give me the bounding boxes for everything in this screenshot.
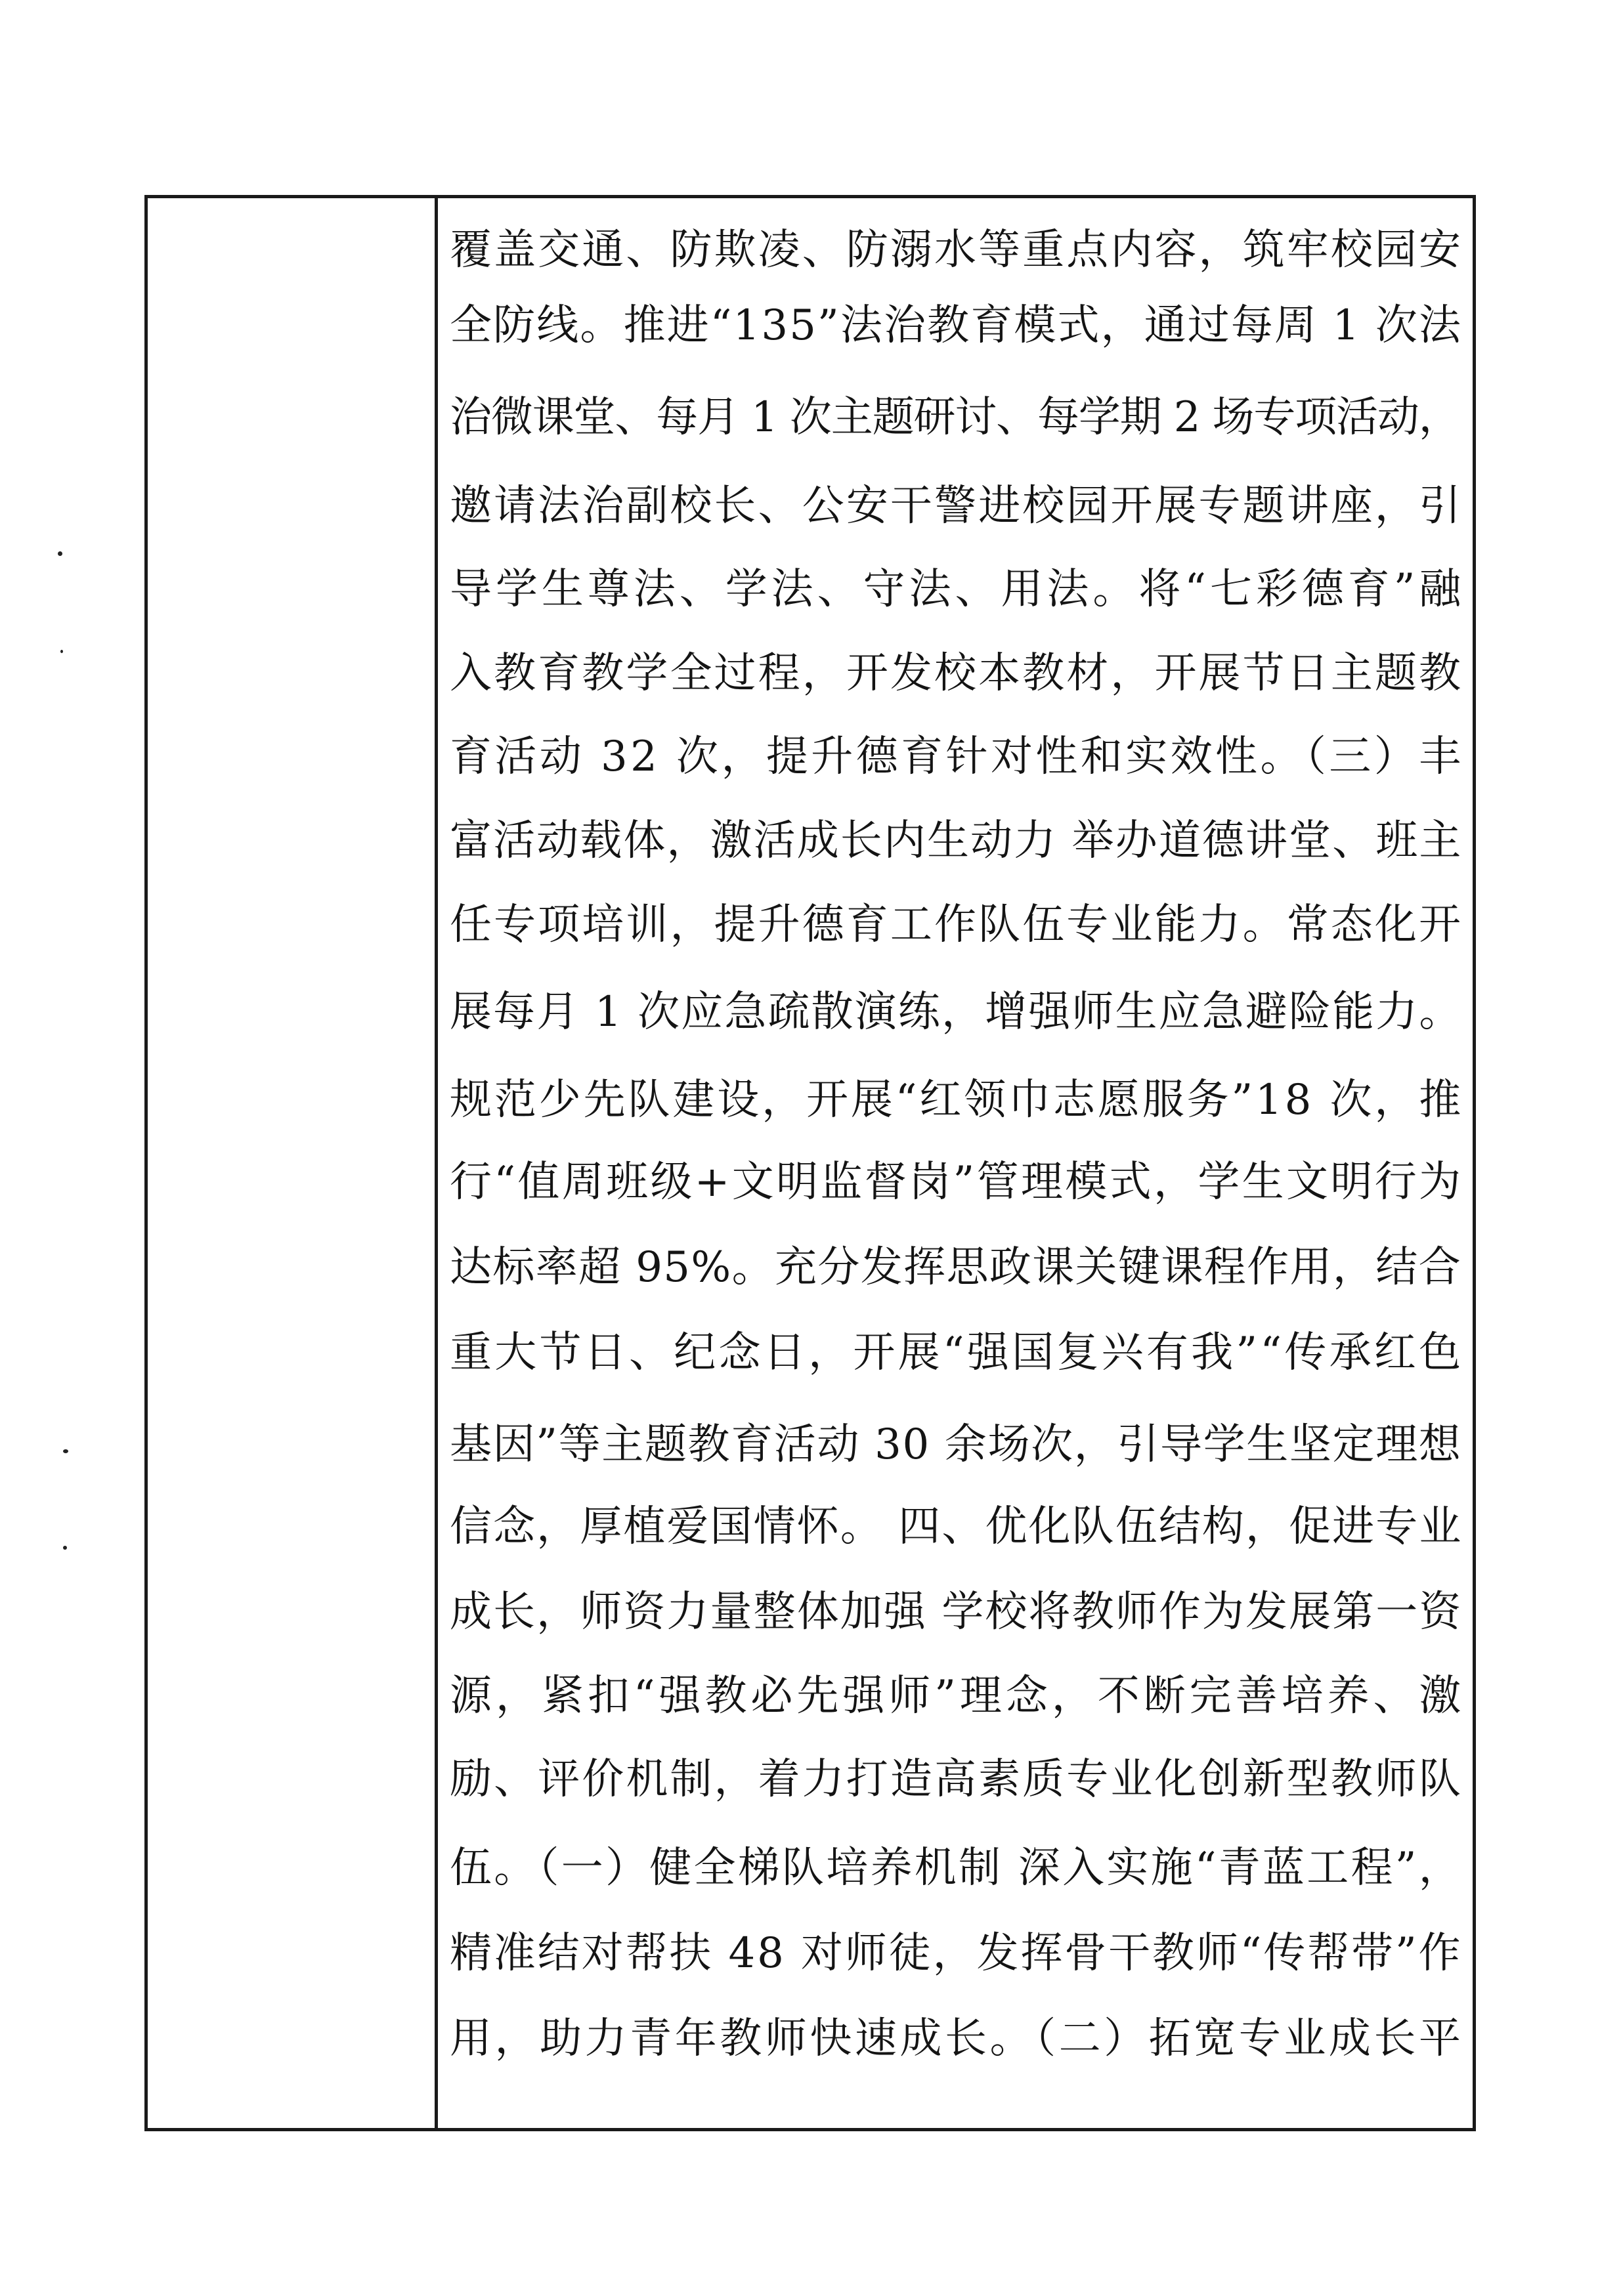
text-line: 全防线。推进“135”法治教育模式，通过每周 1 次法 <box>450 301 1463 350</box>
text-line: 治微课堂、每月 1 次主题研讨、每学期 2 场专项活动， <box>450 393 1460 442</box>
text-line: 规范少先队建设，开展“红领巾志愿服务”18 次，推 <box>450 1076 1464 1124</box>
text-line: 源，紧扣“强教必先强师”理念，不断完善培养、激 <box>450 1672 1465 1720</box>
text-line: 重大节日、纪念日，开展“强国复兴有我”“传承红色 <box>450 1329 1464 1377</box>
text-line: 富活动载体，激活成长内生动力 举办道德讲堂、班主 <box>450 817 1463 865</box>
text-line: 育活动 32 次，提升德育针对性和实效性。（三）丰 <box>450 733 1464 781</box>
text-line: 信念，厚植爱国情怀。 四、优化队伍结构，促进专业 <box>450 1502 1463 1551</box>
text-line: 入教育教学全过程，开发校本教材，开展节日主题教 <box>450 649 1463 698</box>
text-line: 覆盖交通、防欺凌、防溺水等重点内容，筑牢校园安 <box>450 226 1463 274</box>
text-line: 基因”等主题教育活动 30 余场次，引导学生坚定理想 <box>450 1420 1462 1469</box>
text-line: 伍。（一）健全梯队培养机制 深入实施“青蓝工程”， <box>450 1844 1463 1892</box>
text-line: 达标率超 95%。充分发挥思政课关键课程作用，结合 <box>450 1243 1461 1292</box>
text-line: 成长，师资力量整体加强 学校将教师作为发展第一资 <box>450 1588 1463 1636</box>
scan-speck <box>58 551 62 556</box>
text-line: 励、评价机制，着力打造高素质专业化创新型教师队 <box>450 1755 1463 1804</box>
text-line: 用，助力青年教师快速成长。（二）拓宽专业成长平 <box>450 2014 1464 2063</box>
text-line: 行“值周班级+文明监督岗”管理模式，学生文明行为 <box>450 1158 1463 1206</box>
text-line: 邀请法治副校长、公安干警进校园开展专题讲座，引 <box>450 482 1463 530</box>
text-line: 导学生尊法、学法、守法、用法。将“七彩德育”融 <box>450 565 1465 614</box>
scan-speck <box>63 1449 68 1453</box>
text-line: 精准结对帮扶 48 对师徒，发挥骨干教师“传帮带”作 <box>450 1929 1463 1978</box>
label-cell <box>148 198 435 2128</box>
scan-speck <box>63 1546 67 1550</box>
text-line: 展每月 1 次应急疏散演练，增强师生应急避险能力。 <box>450 988 1463 1036</box>
text-line: 任专项培训，提升德育工作队伍专业能力。常态化开 <box>450 901 1463 949</box>
scan-speck <box>60 650 63 653</box>
